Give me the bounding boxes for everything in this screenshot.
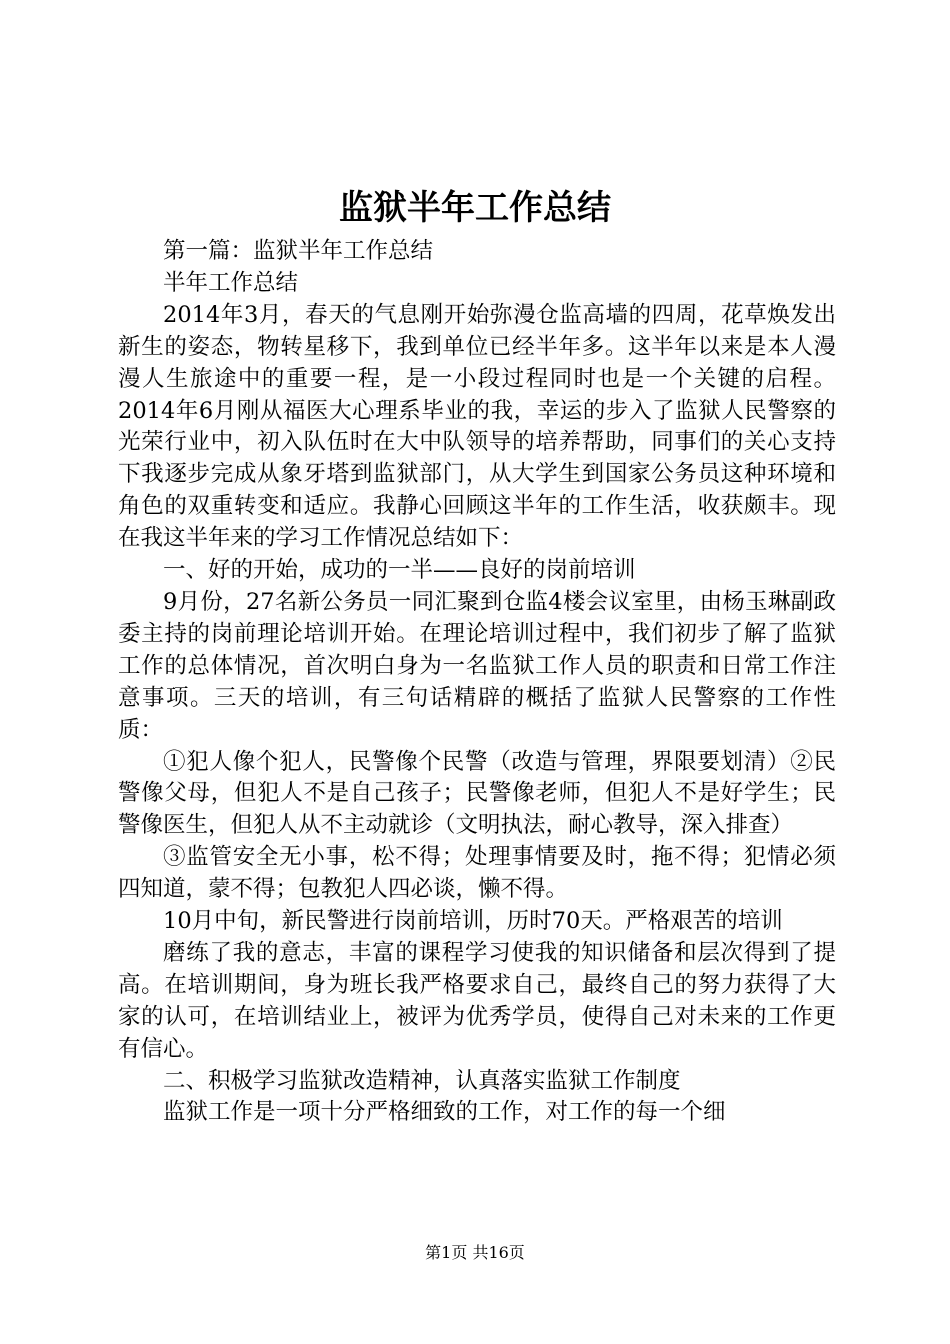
paragraph: 二、积极学习监狱改造精神，认真落实监狱工作制度 [163, 1067, 681, 1094]
paragraph: 半年工作总结 [163, 269, 299, 296]
paragraph: ③监管安全无小事，松不得；处理事情要及时，拖不得；犯情必须四知道，蒙不得；包教犯人四必谈，懒不得。 [118, 844, 836, 903]
paragraph: 9月份，27名新公务员一同汇聚到仓监4楼会议室里，由杨玉琳副政委主持的岗前理论培训开始。在理论培训过程中，我们初步了解了监狱工作的总体情况，首次明白身为一名监狱工作人员的职责和日常工作注意事项。三天的培训，有三句话精辟的概括了监狱人民警察的工作性质： [118, 588, 836, 743]
paragraph: 10月中旬，新民警进行岗前培训，历时70天。严格艰苦的培训 [163, 908, 783, 935]
paragraph: 2014年3月，春天的气息刚开始弥漫仓监高墙的四周，花草焕发出新生的姿态，物转星移下，我到单位已经半年多。这半年以来是本人漫漫人生旅途中的重要一程，是一小段过程同时也是一个关键的启程。2014年6月刚从福医大心理系毕业的我，幸运的步入了监狱人民警察的光荣行业中，初入队伍时在大中队领导的培养帮助，同事们的关心支持下我逐步完成从象牙塔到监狱部门，从大学生到国家公务员这种环境和角色的双重转变和适应。我静心回顾这半年的工作生活，收获颇丰。现在我这半年来的学习工作情况总结如下： [118, 301, 836, 552]
document-title: 监狱半年工作总结 [339, 188, 611, 228]
paragraph: 监狱工作是一项十分严格细致的工作，对工作的每一个细 [163, 1099, 726, 1126]
paragraph: 一、好的开始，成功的一半——良好的岗前培训 [163, 557, 636, 584]
document-body [118, 236, 836, 1129]
paragraph: ①犯人像个犯人，民警像个民警（改造与管理，界限要划清）②民警像父母，但犯人不是自己孩子；民警像老师，但犯人不是好学生；民警像医生，但犯人从不主动就诊（文明执法，耐心教导，深入排查） [118, 748, 836, 839]
paragraph: 第一篇：监狱半年工作总结 [163, 238, 434, 264]
paragraph: 磨练了我的意志，丰富的课程学习使我的知识储备和层次得到了提高。在培训期间，身为班长我严格要求自己，最终自己的努力获得了大家的认可，在培训结业上，被评为优秀学员，使得自己对未来的工作更有信心。 [118, 939, 836, 1062]
page-footer: 第1页 共16页 [425, 1243, 525, 1262]
